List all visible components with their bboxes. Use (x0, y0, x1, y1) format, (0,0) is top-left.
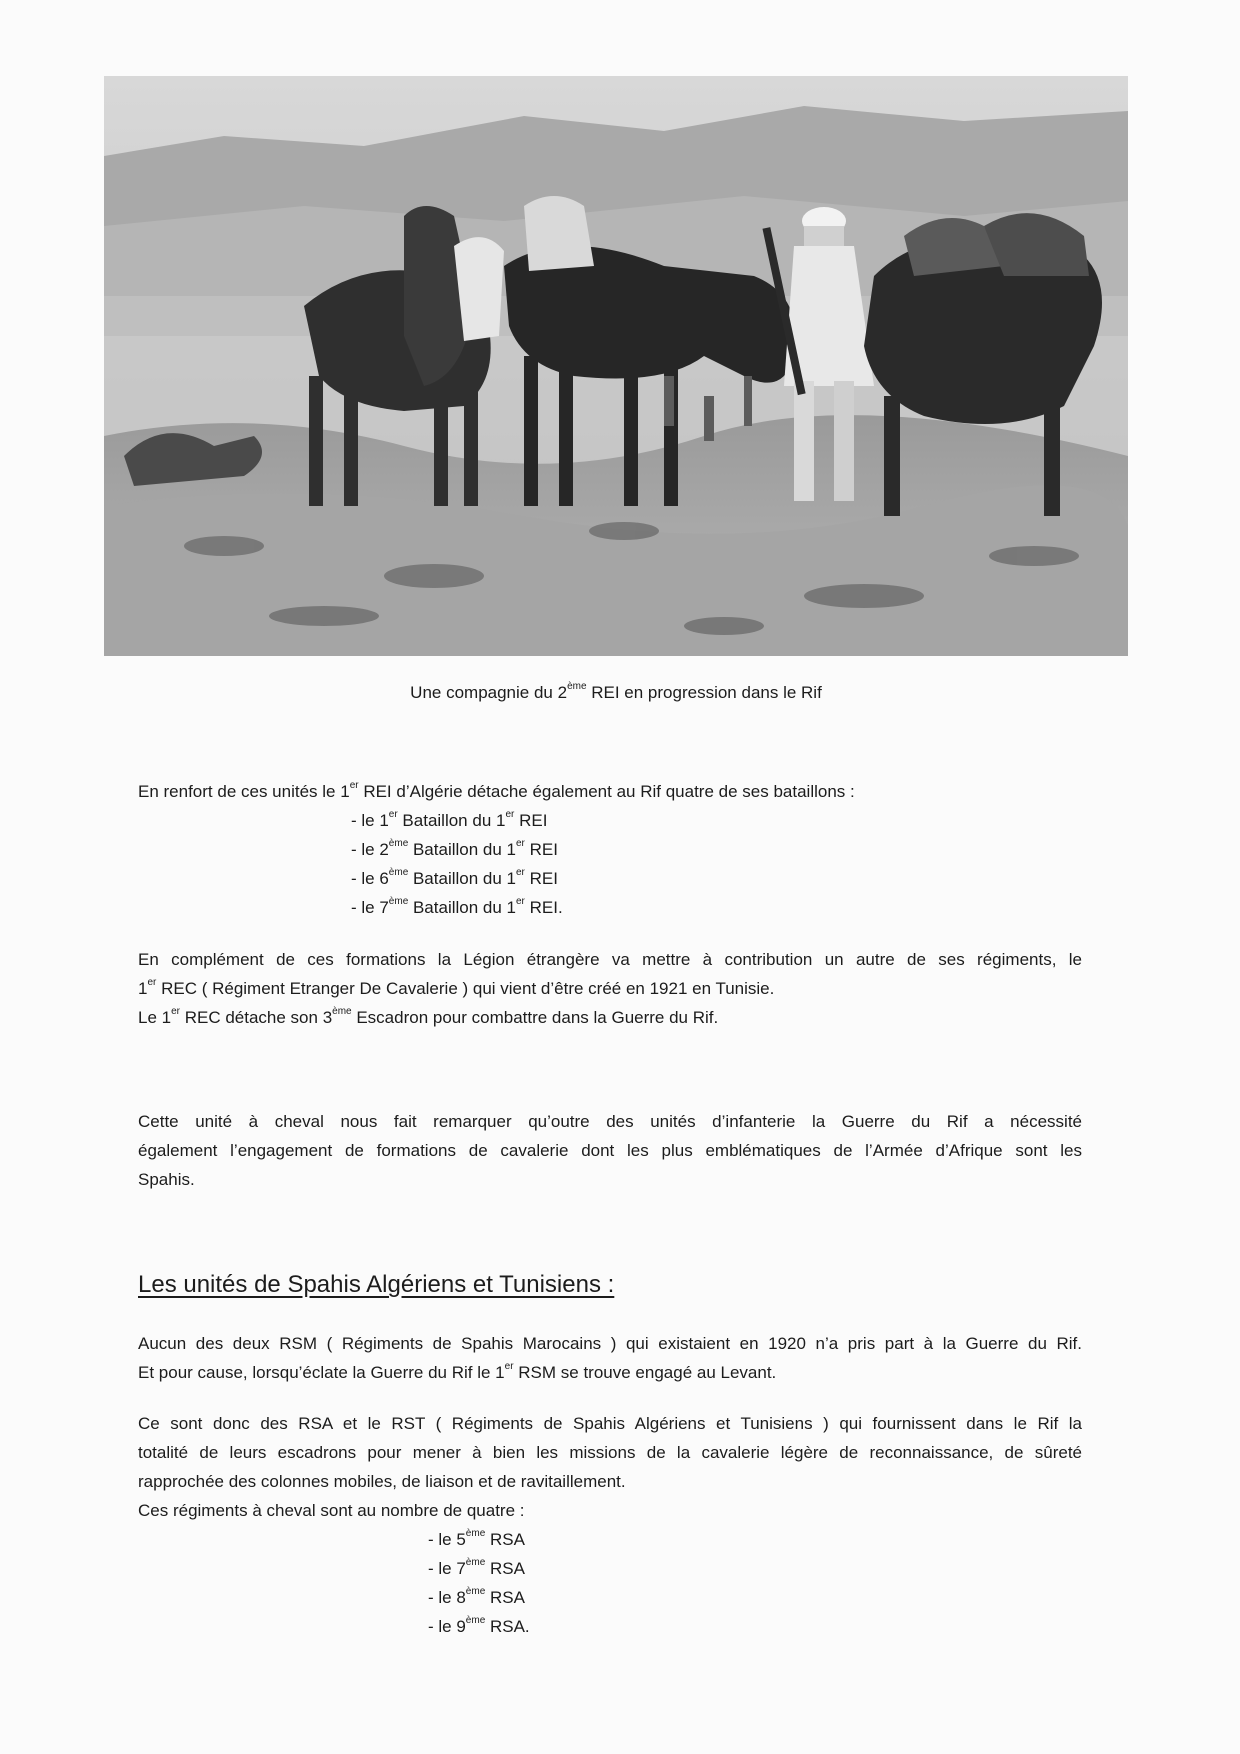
text-line: Et pour cause, lorsqu’éclate la Guerre du Rif le 1er RSM se trouve engagé au Levant. (138, 1361, 777, 1382)
list-item: - le 2ème Bataillon du 1er REI (351, 838, 558, 859)
text-line: Cette unité à cheval nous fait remarquer qu’outre des unités d’infanterie la Guerre du Rif a nécessité (138, 1112, 1082, 1131)
text-line: rapprochée des colonnes mobiles, de liaison et de ravitaillement. (138, 1472, 626, 1491)
photo-caption: Une compagnie du 2ème REI en progression dans le Rif (410, 681, 822, 702)
text-line: Spahis. (138, 1170, 195, 1189)
list-item: - le 6ème Bataillon du 1er REI (351, 867, 558, 888)
text-line: 1er REC ( Régiment Etranger De Cavalerie ) qui vient d’être créé en 1921 en Tunisie. (138, 977, 775, 998)
text-line: également l’engagement de formations de cavalerie dont les plus emblématiques de l’Armée d’Afrique sont les (138, 1141, 1082, 1160)
rec-paragraph (138, 945, 1082, 1032)
reinforcement-intro: En renfort de ces unités le 1er REI d’Algérie détache également au Rif quatre de ses bataillons : (138, 780, 855, 801)
cavalry-paragraph (138, 1107, 1082, 1194)
text-line: Le 1er REC détache son 3ème Escadron pour combattre dans la Guerre du Rif. (138, 1006, 719, 1027)
list-item: - le 7ème RSA (428, 1557, 525, 1578)
battalion-list (351, 806, 563, 922)
list-item: - le 5ème RSA (428, 1528, 525, 1549)
text-line: totalité de leurs escadrons pour mener à bien les missions de la cavalerie légère de reconnaissance, de sûreté (138, 1443, 1082, 1462)
regiment-list (428, 1525, 530, 1641)
text-line: Ces régiments à cheval sont au nombre de quatre : (138, 1501, 525, 1520)
photograph-of-legion-company-with-mules (104, 76, 1128, 656)
text-line: Ce sont donc des RSA et le RST ( Régiments de Spahis Algériens et Tunisiens ) qui fournissent dans le Rif la (138, 1414, 1082, 1433)
historical-photo (104, 76, 1128, 656)
rsa-paragraph (138, 1409, 1082, 1525)
section-heading: Les unités de Spahis Algériens et Tunisiens : (138, 1271, 615, 1298)
list-item: - le 8ème RSA (428, 1586, 525, 1607)
text-line: En complément de ces formations la Légion étrangère va mettre à contribution un autre de ses régiments, le (138, 950, 1082, 969)
rsm-paragraph (138, 1329, 1082, 1387)
list-item: - le 1er Bataillon du 1er REI (351, 809, 548, 830)
list-item: - le 7ème Bataillon du 1er REI. (351, 896, 563, 917)
list-item: - le 9ème RSA. (428, 1615, 530, 1636)
text-line: Aucun des deux RSM ( Régiments de Spahis Marocains ) qui existaient en 1920 n’a pris part à la Guerre du Rif. (138, 1334, 1082, 1353)
